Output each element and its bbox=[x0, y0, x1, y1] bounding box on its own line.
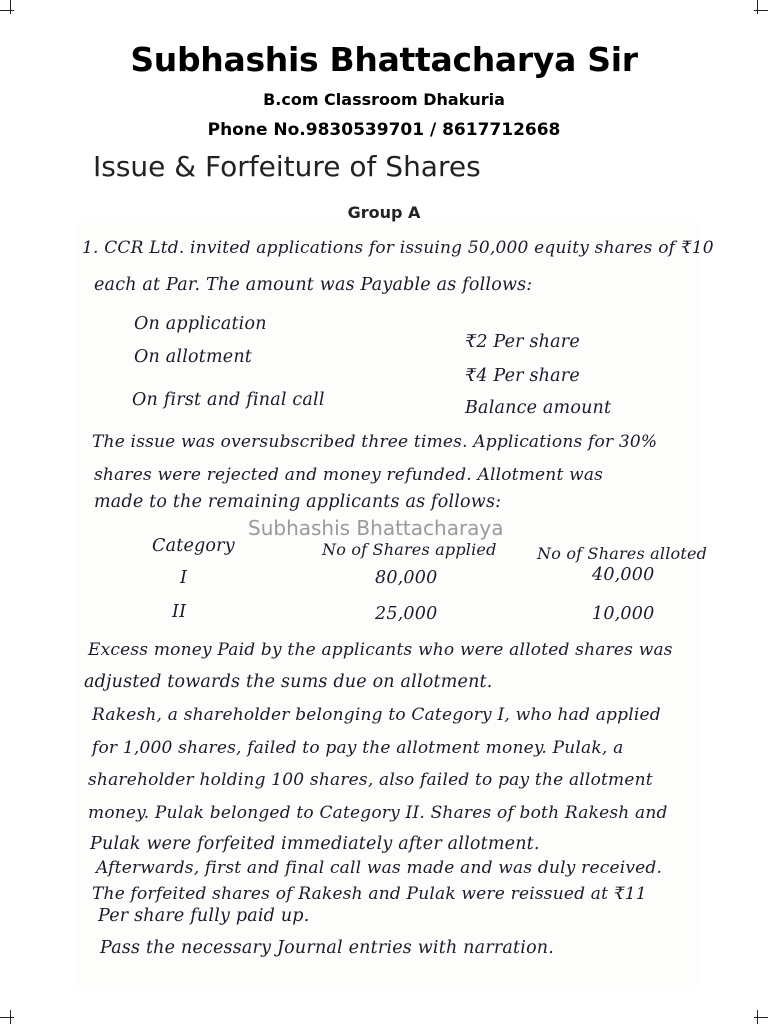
problem-text-line: shareholder holding 100 shares, also failed to pay the allotment bbox=[88, 770, 653, 790]
problem-text-line: money. Pulak belonged to Category II. Shares of both Rakesh and bbox=[88, 803, 668, 823]
table-header: Category bbox=[152, 536, 235, 556]
crop-mark bbox=[0, 1017, 14, 1018]
table-cell: 40,000 bbox=[592, 565, 655, 585]
schedule-amount: ₹4 Per share bbox=[465, 366, 580, 386]
crop-mark bbox=[10, 0, 11, 14]
table-header: No of Shares applied bbox=[322, 540, 497, 559]
problem-text-line: adjusted towards the sums due on allotment. bbox=[84, 672, 493, 692]
schedule-label: On application bbox=[134, 314, 267, 334]
author-name: Subhashis Bhattacharya Sir bbox=[130, 40, 638, 79]
classroom-subtitle: B.com Classroom Dhakuria bbox=[263, 90, 505, 109]
problem-text-line: Pass the necessary Journal entries with narration. bbox=[100, 938, 555, 958]
problem-text-line: The issue was oversubscribed three times. Applications for 30% bbox=[92, 432, 658, 452]
watermark: Subhashis Bhattacharaya bbox=[248, 516, 504, 540]
problem-text-line: for 1,000 shares, failed to pay the allotment money. Pulak, a bbox=[92, 738, 624, 758]
table-cell: 25,000 bbox=[375, 604, 438, 624]
table-cell: II bbox=[172, 602, 187, 622]
problem-text-line: The forfeited shares of Rakesh and Pulak were reissued at ₹11 bbox=[92, 884, 647, 904]
problem-text-line: Excess money Paid by the applicants who were alloted shares was bbox=[88, 640, 673, 660]
table-cell: 10,000 bbox=[592, 604, 655, 624]
problem-intro-line: each at Par. The amount was Payable as follows: bbox=[94, 275, 533, 295]
problem-text-line: Rakesh, a shareholder belonging to Category I, who had applied bbox=[92, 705, 661, 725]
schedule-amount: Balance amount bbox=[465, 398, 612, 418]
schedule-label: On first and final call bbox=[132, 390, 325, 410]
table-cell: 80,000 bbox=[375, 568, 438, 588]
crop-mark bbox=[757, 0, 758, 14]
table-header: No of Shares alloted bbox=[537, 544, 708, 563]
crop-mark bbox=[754, 1017, 768, 1018]
crop-mark bbox=[0, 10, 14, 11]
problem-text-line: made to the remaining applicants as follows: bbox=[94, 492, 502, 512]
problem-text-line: shares were rejected and money refunded. Allotment was bbox=[94, 465, 604, 485]
problem-text-line: Per share fully paid up. bbox=[98, 906, 310, 926]
topic-title: Issue & Forfeiture of Shares bbox=[93, 150, 481, 183]
schedule-amount: ₹2 Per share bbox=[465, 332, 580, 352]
problem-intro-line: 1. CCR Ltd. invited applications for issuing 50,000 equity shares of ₹10 bbox=[82, 238, 714, 258]
schedule-label: On allotment bbox=[134, 347, 253, 367]
problem-text-line: Afterwards, first and final call was made and was duly received. bbox=[96, 858, 663, 878]
phone-number: Phone No.9830539701 / 8617712668 bbox=[207, 120, 561, 140]
table-cell: I bbox=[180, 568, 188, 588]
group-label: Group A bbox=[347, 203, 421, 222]
problem-text-line: Pulak were forfeited immediately after allotment. bbox=[90, 834, 540, 854]
crop-mark bbox=[754, 10, 768, 11]
